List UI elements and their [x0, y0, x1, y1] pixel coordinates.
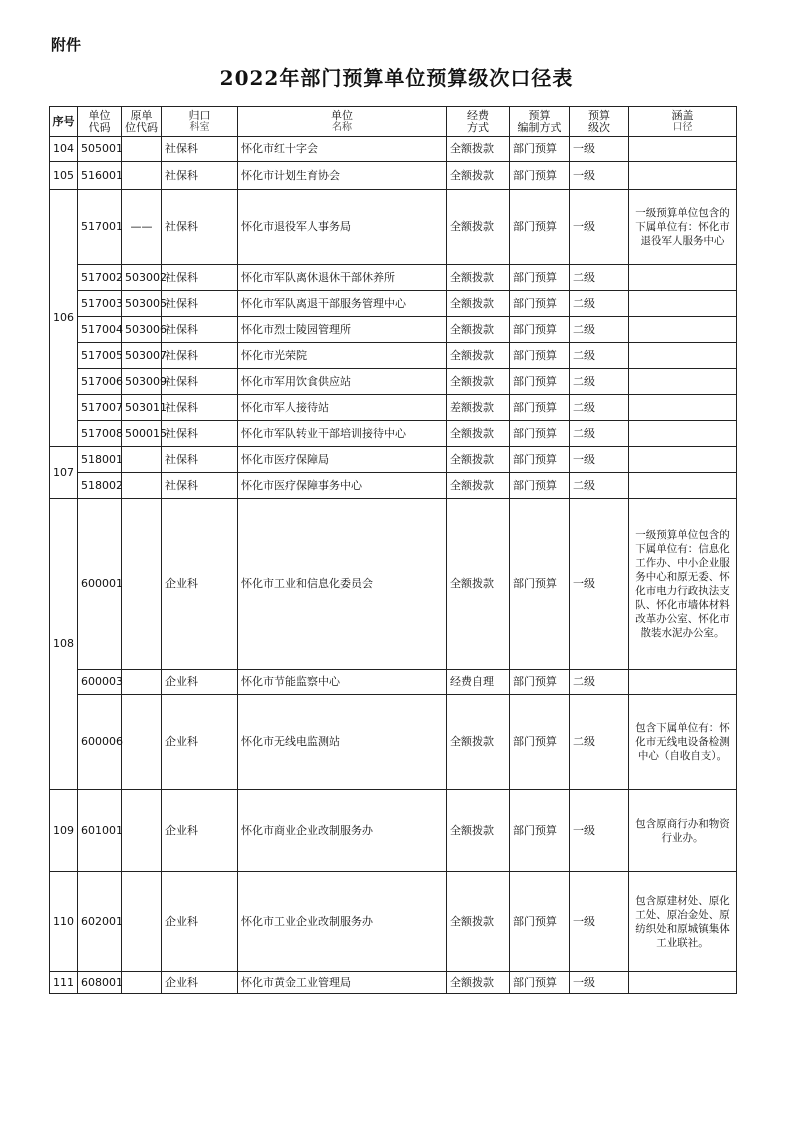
cell-name: 怀化市军队转业干部培训接待中心 [238, 421, 447, 447]
cell-code: 600003 [78, 670, 122, 695]
cell-old-code [122, 473, 162, 499]
cell-name: 怀化市光荣院 [238, 343, 447, 369]
cell-seq: 111 [50, 972, 78, 994]
cell-office: 企业科 [162, 670, 238, 695]
cell-method: 部门预算 [510, 790, 570, 872]
cell-office: 社保科 [162, 265, 238, 291]
header-coverage: 涵盖 口径 [629, 107, 737, 137]
cell-seq: 110 [50, 872, 78, 972]
cell-method: 部门预算 [510, 265, 570, 291]
cell-code: 602001 [78, 872, 122, 972]
cell-level: 二级 [570, 395, 629, 421]
cell-office: 社保科 [162, 137, 238, 162]
table-row [50, 872, 737, 972]
cell-note [629, 317, 737, 343]
cell-note [629, 137, 737, 162]
cell-code: 600006 [78, 695, 122, 790]
cell-seq: 106 [50, 190, 78, 447]
cell-level: 一级 [570, 162, 629, 190]
cell-note [629, 395, 737, 421]
cell-level: 一级 [570, 872, 629, 972]
cell-code: 601001 [78, 790, 122, 872]
cell-seq: 107 [50, 447, 78, 499]
cell-name: 怀化市军用饮食供应站 [238, 369, 447, 395]
cell-method: 部门预算 [510, 343, 570, 369]
cell-level: 一级 [570, 447, 629, 473]
table-row [50, 499, 737, 670]
cell-level: 一级 [570, 499, 629, 670]
header-budget-level: 预算 级次 [570, 107, 629, 137]
cell-level: 一级 [570, 972, 629, 994]
cell-note [629, 447, 737, 473]
budget-level-table [49, 106, 737, 994]
cell-name: 怀化市退役军人事务局 [238, 190, 447, 265]
cell-old-code: 503009 [122, 369, 162, 395]
cell-code: 608001 [78, 972, 122, 994]
table-row [50, 447, 737, 473]
cell-level: 一级 [570, 137, 629, 162]
cell-funding: 全额拨款 [447, 695, 510, 790]
cell-note: 包含原商行办和物资行业办。 [629, 790, 737, 872]
cell-method: 部门预算 [510, 695, 570, 790]
table-row [50, 790, 737, 872]
cell-code: 517003 [78, 291, 122, 317]
cell-code: 517002 [78, 265, 122, 291]
cell-funding: 全额拨款 [447, 343, 510, 369]
cell-method: 部门预算 [510, 369, 570, 395]
cell-seq: 105 [50, 162, 78, 190]
cell-old-code: 503006 [122, 317, 162, 343]
cell-method: 部门预算 [510, 473, 570, 499]
cell-note [629, 265, 737, 291]
cell-old-code: 503005 [122, 291, 162, 317]
cell-method: 部门预算 [510, 499, 570, 670]
cell-office: 企业科 [162, 695, 238, 790]
cell-code: 517001 [78, 190, 122, 265]
cell-name: 怀化市商业企业改制服务办 [238, 790, 447, 872]
table-row [50, 670, 737, 695]
table-row [50, 317, 737, 343]
cell-note [629, 162, 737, 190]
cell-level: 二级 [570, 291, 629, 317]
cell-name: 怀化市计划生育协会 [238, 162, 447, 190]
cell-old-code: 503011 [122, 395, 162, 421]
cell-name: 怀化市红十字会 [238, 137, 447, 162]
cell-office: 社保科 [162, 369, 238, 395]
cell-funding: 全额拨款 [447, 291, 510, 317]
table-row [50, 137, 737, 162]
cell-office: 社保科 [162, 190, 238, 265]
cell-code: 518002 [78, 473, 122, 499]
cell-method: 部门预算 [510, 670, 570, 695]
cell-old-code [122, 972, 162, 994]
cell-method: 部门预算 [510, 395, 570, 421]
cell-funding: 全额拨款 [447, 369, 510, 395]
table-row [50, 291, 737, 317]
cell-funding: 全额拨款 [447, 972, 510, 994]
cell-funding: 差额拨款 [447, 395, 510, 421]
cell-funding: 全额拨款 [447, 421, 510, 447]
cell-level: 二级 [570, 670, 629, 695]
cell-office: 企业科 [162, 872, 238, 972]
cell-old-code [122, 137, 162, 162]
cell-name: 怀化市节能监察中心 [238, 670, 447, 695]
cell-office: 企业科 [162, 499, 238, 670]
cell-code: 600001 [78, 499, 122, 670]
cell-level: 一级 [570, 190, 629, 265]
table-row [50, 265, 737, 291]
cell-name: 怀化市黄金工业管理局 [238, 972, 447, 994]
cell-old-code [122, 790, 162, 872]
cell-code: 518001 [78, 447, 122, 473]
cell-funding: 全额拨款 [447, 790, 510, 872]
cell-office: 企业科 [162, 972, 238, 994]
cell-funding: 全额拨款 [447, 872, 510, 972]
cell-method: 部门预算 [510, 190, 570, 265]
cell-office: 社保科 [162, 473, 238, 499]
cell-name: 怀化市医疗保障局 [238, 447, 447, 473]
cell-code: 517007 [78, 395, 122, 421]
header-budget-method: 预算 编制方式 [510, 107, 570, 137]
table-row [50, 369, 737, 395]
cell-code: 516001 [78, 162, 122, 190]
cell-office: 社保科 [162, 421, 238, 447]
cell-name: 怀化市军队离休退休干部休养所 [238, 265, 447, 291]
header-funding: 经费 方式 [447, 107, 510, 137]
cell-seq: 108 [50, 499, 78, 790]
cell-note [629, 369, 737, 395]
table-row [50, 421, 737, 447]
cell-funding: 全额拨款 [447, 137, 510, 162]
cell-office: 企业科 [162, 790, 238, 872]
table-row [50, 343, 737, 369]
page-title: 2022年部门预算单位预算级次口径表 [219, 66, 574, 90]
cell-code: 505001 [78, 137, 122, 162]
cell-office: 社保科 [162, 317, 238, 343]
cell-funding: 全额拨款 [447, 190, 510, 265]
cell-name: 怀化市烈士陵园管理所 [238, 317, 447, 343]
cell-old-code [122, 447, 162, 473]
cell-level: 二级 [570, 695, 629, 790]
cell-office: 社保科 [162, 447, 238, 473]
table-row [50, 972, 737, 994]
cell-code: 517006 [78, 369, 122, 395]
cell-old-code [122, 872, 162, 972]
cell-note [629, 291, 737, 317]
cell-name: 怀化市无线电监测站 [238, 695, 447, 790]
cell-office: 社保科 [162, 162, 238, 190]
cell-name: 怀化市工业企业改制服务办 [238, 872, 447, 972]
cell-seq: 104 [50, 137, 78, 162]
cell-method: 部门预算 [510, 447, 570, 473]
cell-note [629, 670, 737, 695]
cell-name: 怀化市军人接待站 [238, 395, 447, 421]
cell-level: 二级 [570, 265, 629, 291]
cell-note [629, 473, 737, 499]
cell-level: 二级 [570, 421, 629, 447]
cell-note [629, 421, 737, 447]
cell-funding: 全额拨款 [447, 499, 510, 670]
cell-code: 517005 [78, 343, 122, 369]
cell-code: 517008 [78, 421, 122, 447]
cell-note: 包含下属单位有：怀化市无线电设备检测中心（自收自支）。 [629, 695, 737, 790]
cell-note: 一级预算单位包含的下属单位有：怀化市退役军人服务中心 [629, 190, 737, 265]
cell-level: 二级 [570, 317, 629, 343]
cell-note: 包含原建材处、原化工处、原冶金处、原纺织处和原城镇集体工业联社。 [629, 872, 737, 972]
cell-old-code [122, 162, 162, 190]
cell-old-code: 503007 [122, 343, 162, 369]
cell-method: 部门预算 [510, 421, 570, 447]
cell-funding: 全额拨款 [447, 162, 510, 190]
header-old-code: 原单 位代码 [122, 107, 162, 137]
cell-method: 部门预算 [510, 317, 570, 343]
cell-office: 社保科 [162, 343, 238, 369]
cell-old-code: 503002 [122, 265, 162, 291]
cell-method: 部门预算 [510, 972, 570, 994]
cell-office: 社保科 [162, 291, 238, 317]
cell-funding: 全额拨款 [447, 317, 510, 343]
table-row [50, 695, 737, 790]
cell-office: 社保科 [162, 395, 238, 421]
cell-funding: 经费自理 [447, 670, 510, 695]
cell-code: 517004 [78, 317, 122, 343]
attachment-label: 附件 [51, 36, 82, 54]
cell-old-code [122, 670, 162, 695]
cell-seq: 109 [50, 790, 78, 872]
header-office: 归口 科室 [162, 107, 238, 137]
cell-name: 怀化市工业和信息化委员会 [238, 499, 447, 670]
cell-note [629, 343, 737, 369]
cell-method: 部门预算 [510, 137, 570, 162]
header-seq: 序号 [50, 107, 78, 137]
cell-method: 部门预算 [510, 162, 570, 190]
header-code: 单位 代码 [78, 107, 122, 137]
table-row [50, 162, 737, 190]
table-row [50, 190, 737, 265]
cell-funding: 全额拨款 [447, 265, 510, 291]
cell-old-code: 500015 [122, 421, 162, 447]
cell-level: 二级 [570, 473, 629, 499]
header-name: 单位 名称 [238, 107, 447, 137]
table-header-row [50, 107, 737, 137]
cell-level: 二级 [570, 343, 629, 369]
cell-old-code [122, 499, 162, 670]
cell-funding: 全额拨款 [447, 473, 510, 499]
cell-old-code: —— [122, 190, 162, 265]
cell-note [629, 972, 737, 994]
table-row [50, 473, 737, 499]
cell-level: 一级 [570, 790, 629, 872]
cell-old-code [122, 695, 162, 790]
table-row [50, 395, 737, 421]
cell-note: 一级预算单位包含的下属单位有：信息化工作办、中小企业服务中心和原无委、怀化市电力行政执法支队、怀化市墙体材料改革办公室、怀化市散装水泥办公室。 [629, 499, 737, 670]
cell-method: 部门预算 [510, 872, 570, 972]
cell-level: 二级 [570, 369, 629, 395]
cell-method: 部门预算 [510, 291, 570, 317]
cell-funding: 全额拨款 [447, 447, 510, 473]
cell-name: 怀化市医疗保障事务中心 [238, 473, 447, 499]
cell-name: 怀化市军队离退干部服务管理中心 [238, 291, 447, 317]
